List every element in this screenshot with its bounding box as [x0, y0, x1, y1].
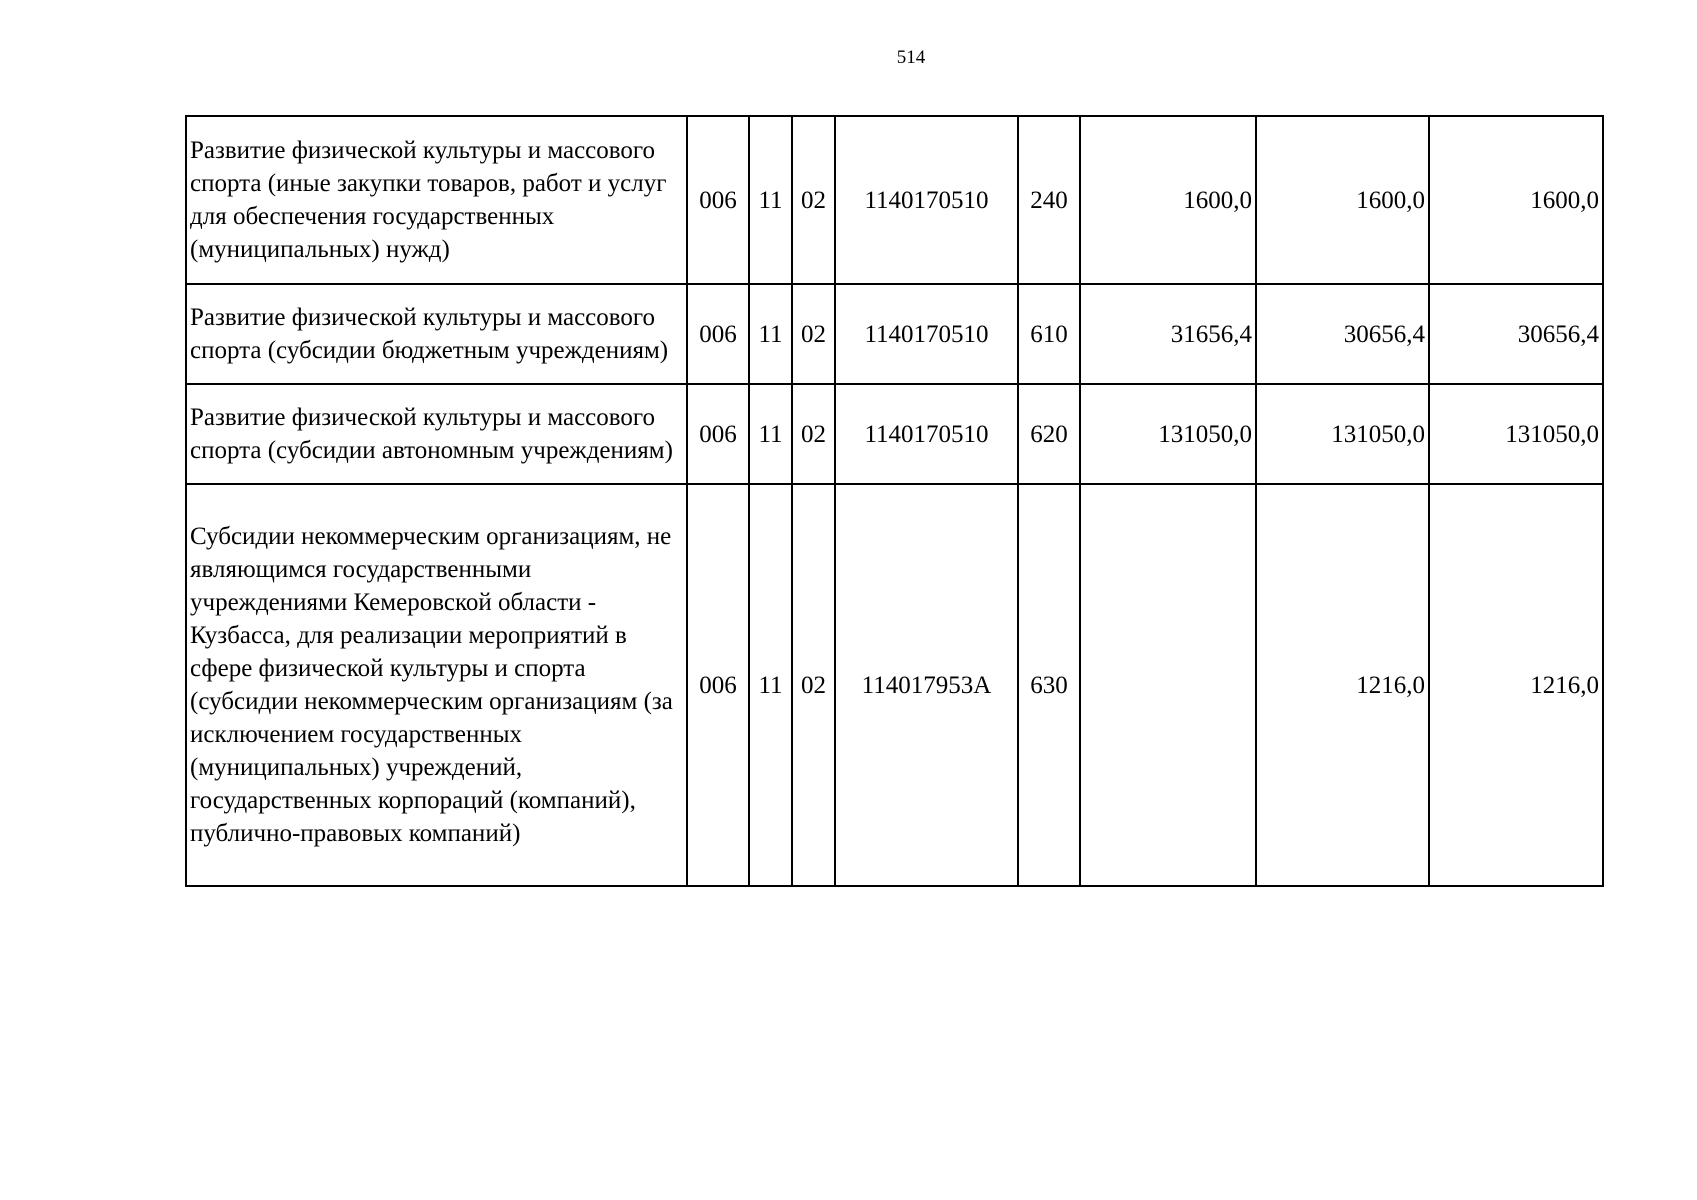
- sum-year-2: 1600,0: [1256, 116, 1429, 284]
- section-code: 11: [749, 384, 792, 484]
- table-row: [186, 484, 1603, 886]
- subsection-code: 02: [792, 284, 835, 384]
- subsection-code: 02: [792, 484, 835, 886]
- sum-year-1: [1080, 484, 1256, 886]
- row-name: Субсидии некоммерческим организациям, не являющимся государственными учреждениями Кемеровской области - Кузбасса, для реализации мероприятий в сфере физической культуры и спорта (субсидии некоммерческим организациям (за исключением государственных (муниципальных) учреждений, государственных корпораций (компаний), публично-правовых компаний): [186, 484, 687, 886]
- expense-type-code: 620: [1018, 384, 1080, 484]
- target-article-code: 1140170510: [835, 116, 1018, 284]
- expense-type-code: 610: [1018, 284, 1080, 384]
- page-number: 514: [896, 47, 926, 68]
- target-article-code: 114017953А: [835, 484, 1018, 886]
- sum-year-3: 131050,0: [1429, 384, 1603, 484]
- sum-year-1: 31656,4: [1080, 284, 1256, 384]
- ved-code: 006: [687, 484, 749, 886]
- ved-code: 006: [687, 116, 749, 284]
- table-row: [186, 384, 1603, 484]
- table-row: [186, 116, 1603, 284]
- target-article-code: 1140170510: [835, 384, 1018, 484]
- subsection-code: 02: [792, 384, 835, 484]
- sum-year-2: 1216,0: [1256, 484, 1429, 886]
- section-code: 11: [749, 284, 792, 384]
- section-code: 11: [749, 116, 792, 284]
- sum-year-3: 1216,0: [1429, 484, 1603, 886]
- ved-code: 006: [687, 384, 749, 484]
- row-name: Развитие физической культуры и массового спорта (субсидии бюджетным учреждениям): [186, 284, 687, 384]
- sum-year-3: 30656,4: [1429, 284, 1603, 384]
- row-name: Развитие физической культуры и массового спорта (субсидии автономным учреждениям): [186, 384, 687, 484]
- subsection-code: 02: [792, 116, 835, 284]
- table-row: [186, 284, 1603, 384]
- sum-year-1: 131050,0: [1080, 384, 1256, 484]
- target-article-code: 1140170510: [835, 284, 1018, 384]
- sum-year-2: 131050,0: [1256, 384, 1429, 484]
- sum-year-2: 30656,4: [1256, 284, 1429, 384]
- expense-type-code: 630: [1018, 484, 1080, 886]
- row-name: Развитие физической культуры и массового спорта (иные закупки товаров, работ и услуг для обеспечения государственных (муниципальных) нужд): [186, 116, 687, 284]
- sum-year-3: 1600,0: [1429, 116, 1603, 284]
- sum-year-1: 1600,0: [1080, 116, 1256, 284]
- expense-type-code: 240: [1018, 116, 1080, 284]
- section-code: 11: [749, 484, 792, 886]
- budget-table: [185, 115, 1604, 887]
- ved-code: 006: [687, 284, 749, 384]
